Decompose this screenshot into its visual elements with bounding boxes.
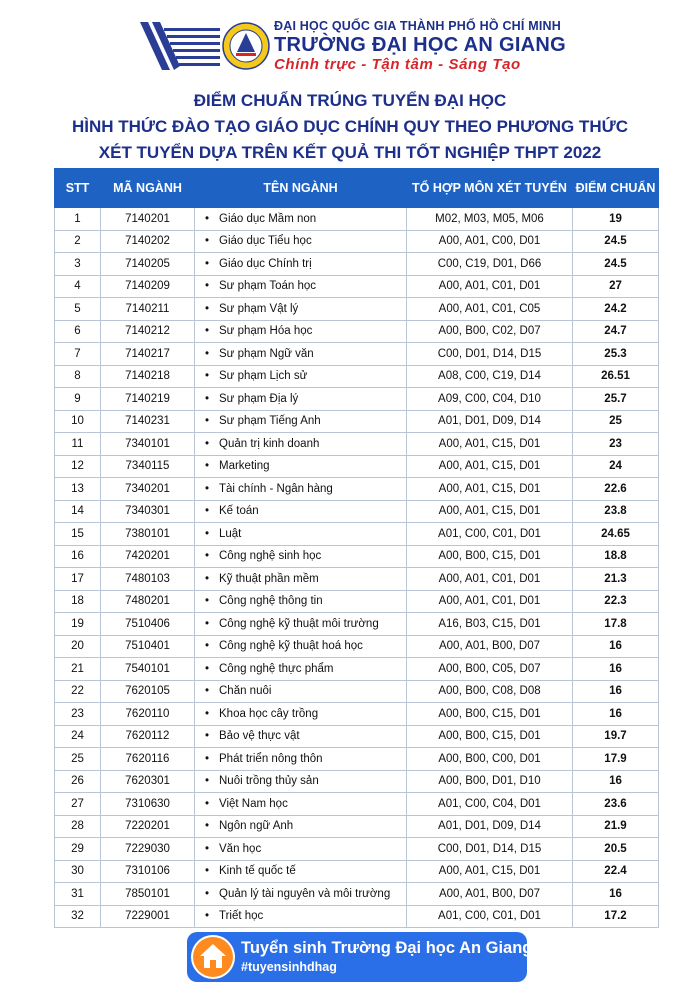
cell-name xyxy=(195,658,407,681)
bullet: • xyxy=(205,572,210,585)
cell-name xyxy=(195,815,407,838)
table-row xyxy=(55,793,659,816)
cell-name xyxy=(195,523,407,546)
bullet: • xyxy=(205,865,210,878)
cell-combo: A00, B00, D01, D10 xyxy=(407,770,573,793)
major-name: Giáo dục Mầm non xyxy=(219,212,317,225)
cell-combo: A00, A01, C15, D01 xyxy=(407,433,573,456)
cell-code: 7140218 xyxy=(101,365,195,388)
cell-name xyxy=(195,343,407,366)
cell-score: 21.9 xyxy=(573,815,659,838)
bullet: • xyxy=(205,302,210,315)
cell-code: 7340115 xyxy=(101,455,195,478)
cell-name xyxy=(195,275,407,298)
bullet: • xyxy=(205,437,210,450)
cell-stt: 14 xyxy=(55,500,101,523)
cell-name xyxy=(195,770,407,793)
bullet: • xyxy=(205,235,210,248)
page-header xyxy=(0,0,700,80)
banner-title: Tuyển sinh Trường Đại học An Giang xyxy=(241,939,533,957)
major-name: Công nghệ kỹ thuật hoá học xyxy=(219,640,363,653)
table-row xyxy=(55,253,659,276)
major-name: Công nghệ sinh học xyxy=(219,550,322,563)
cell-score: 23.6 xyxy=(573,793,659,816)
cell-score: 21.3 xyxy=(573,568,659,591)
major-name: Khoa học cây trồng xyxy=(219,707,319,720)
cell-score: 16 xyxy=(573,703,659,726)
cell-score: 16 xyxy=(573,883,659,906)
table-row xyxy=(55,815,659,838)
major-name: Công nghệ kỹ thuật môi trường xyxy=(219,617,379,630)
table-row xyxy=(55,860,659,883)
cell-stt: 1 xyxy=(55,208,101,231)
cell-name xyxy=(195,725,407,748)
cell-name xyxy=(195,298,407,321)
cell-score: 16 xyxy=(573,770,659,793)
major-name: Công nghệ thực phẩm xyxy=(219,662,334,675)
major-name: Giáo dục Chính trị xyxy=(219,257,312,270)
cell-name xyxy=(195,455,407,478)
cell-stt: 7 xyxy=(55,343,101,366)
table-row xyxy=(55,658,659,681)
cell-score: 24.5 xyxy=(573,230,659,253)
cell-combo: A00, A01, C01, D01 xyxy=(407,275,573,298)
cell-stt: 15 xyxy=(55,523,101,546)
cell-code: 7420201 xyxy=(101,545,195,568)
bullet: • xyxy=(205,707,210,720)
table-row xyxy=(55,590,659,613)
bullet: • xyxy=(205,347,210,360)
cell-combo: A00, B00, C08, D08 xyxy=(407,680,573,703)
bullet: • xyxy=(205,775,210,788)
cell-combo: A00, B00, C15, D01 xyxy=(407,703,573,726)
cell-code: 7140219 xyxy=(101,388,195,411)
cell-combo: A01, D01, D09, D14 xyxy=(407,410,573,433)
bullet: • xyxy=(205,910,210,923)
cell-code: 7380101 xyxy=(101,523,195,546)
major-name: Ngôn ngữ Anh xyxy=(219,820,294,833)
banner-hashtag: #tuyensinhdhag xyxy=(241,960,337,974)
cell-score: 19 xyxy=(573,208,659,231)
cell-stt: 19 xyxy=(55,613,101,636)
cell-score: 20.5 xyxy=(573,838,659,861)
cell-stt: 18 xyxy=(55,590,101,613)
bullet: • xyxy=(205,887,210,900)
table-row xyxy=(55,703,659,726)
header-stt: STT xyxy=(55,169,101,208)
cell-score: 24 xyxy=(573,455,659,478)
cell-code: 7140202 xyxy=(101,230,195,253)
cell-stt: 30 xyxy=(55,860,101,883)
cell-stt: 4 xyxy=(55,275,101,298)
major-name: Marketing xyxy=(219,460,270,473)
major-name: Quản trị kinh doanh xyxy=(219,437,320,450)
cell-score: 27 xyxy=(573,275,659,298)
table-row xyxy=(55,838,659,861)
cell-stt: 2 xyxy=(55,230,101,253)
bullet: • xyxy=(205,212,210,225)
cell-name xyxy=(195,410,407,433)
university-motto: Chính trực - Tận tâm - Sáng Tạo xyxy=(274,56,521,73)
cell-score: 22.3 xyxy=(573,590,659,613)
bullet: • xyxy=(205,617,210,630)
cell-name xyxy=(195,320,407,343)
table-row xyxy=(55,230,659,253)
cell-code: 7340201 xyxy=(101,478,195,501)
cell-name xyxy=(195,680,407,703)
cell-score: 17.2 xyxy=(573,905,659,928)
cell-combo: A16, B03, C15, D01 xyxy=(407,613,573,636)
table-row xyxy=(55,905,659,928)
cell-stt: 5 xyxy=(55,298,101,321)
cell-combo: M02, M03, M05, M06 xyxy=(407,208,573,231)
cell-stt: 31 xyxy=(55,883,101,906)
cell-code: 7140201 xyxy=(101,208,195,231)
header-code: MÃ NGÀNH xyxy=(101,169,195,208)
bullet: • xyxy=(205,730,210,743)
cell-stt: 24 xyxy=(55,725,101,748)
cell-score: 24.5 xyxy=(573,253,659,276)
university-seal-icon xyxy=(222,22,270,70)
cell-stt: 32 xyxy=(55,905,101,928)
title-line-2: HÌNH THỨC ĐÀO TẠO GIÁO DỤC CHÍNH QUY THEO PHƯƠNG THỨC xyxy=(71,117,629,136)
cell-code: 7229001 xyxy=(101,905,195,928)
cell-code: 7510406 xyxy=(101,613,195,636)
score-table xyxy=(54,168,659,928)
cell-score: 24.7 xyxy=(573,320,659,343)
cell-code: 7220201 xyxy=(101,815,195,838)
table-row xyxy=(55,500,659,523)
table-row xyxy=(55,275,659,298)
cell-name xyxy=(195,613,407,636)
bullet: • xyxy=(205,685,210,698)
cell-combo: A00, B00, C02, D07 xyxy=(407,320,573,343)
major-name: Quản lý tài nguyên và môi trường xyxy=(219,887,391,900)
cell-combo: A00, B00, C15, D01 xyxy=(407,545,573,568)
bullet: • xyxy=(205,280,210,293)
cell-score: 18.8 xyxy=(573,545,659,568)
cell-name xyxy=(195,568,407,591)
table-row xyxy=(55,410,659,433)
bullet: • xyxy=(205,527,210,540)
cell-score: 25 xyxy=(573,410,659,433)
major-name: Triết học xyxy=(219,910,264,923)
cell-score: 16 xyxy=(573,658,659,681)
header-combo: TỔ HỢP MÔN XÉT TUYỂN xyxy=(407,169,573,208)
cell-combo: A00, B00, C00, D01 xyxy=(407,748,573,771)
major-name: Phát triển nông thôn xyxy=(219,752,323,765)
cell-score: 16 xyxy=(573,635,659,658)
cell-combo: A01, C00, C01, D01 xyxy=(407,523,573,546)
cell-code: 7850101 xyxy=(101,883,195,906)
major-name: Sư phạm Vật lý xyxy=(219,302,299,315)
major-name: Kinh tế quốc tế xyxy=(219,865,296,878)
cell-name xyxy=(195,838,407,861)
cell-stt: 28 xyxy=(55,815,101,838)
home-icon xyxy=(191,935,235,979)
cell-score: 17.9 xyxy=(573,748,659,771)
table-body xyxy=(55,208,659,928)
cell-name xyxy=(195,905,407,928)
table-row xyxy=(55,388,659,411)
cell-combo: A00, A01, C15, D01 xyxy=(407,478,573,501)
table-row xyxy=(55,433,659,456)
cell-combo: A00, A01, C01, C05 xyxy=(407,298,573,321)
cell-code: 7310630 xyxy=(101,793,195,816)
table-row xyxy=(55,208,659,231)
cell-combo: C00, D01, D14, D15 xyxy=(407,343,573,366)
cell-name xyxy=(195,230,407,253)
cell-name xyxy=(195,388,407,411)
cell-name xyxy=(195,478,407,501)
cell-code: 7340101 xyxy=(101,433,195,456)
bullet: • xyxy=(205,595,210,608)
table-row xyxy=(55,680,659,703)
major-name: Nuôi trồng thủy sản xyxy=(219,775,319,788)
university-system: ĐẠI HỌC QUỐC GIA THÀNH PHỐ HỒ CHÍ MINH xyxy=(274,19,561,33)
table-row xyxy=(55,343,659,366)
major-name: Sư phạm Lịch sử xyxy=(219,370,308,383)
table-row xyxy=(55,523,659,546)
cell-stt: 3 xyxy=(55,253,101,276)
cell-score: 25.7 xyxy=(573,388,659,411)
cell-name xyxy=(195,208,407,231)
cell-name xyxy=(195,590,407,613)
cell-score: 23 xyxy=(573,433,659,456)
cell-combo: A00, A01, C15, D01 xyxy=(407,860,573,883)
bullet: • xyxy=(205,392,210,405)
cell-combo: A08, C00, C19, D14 xyxy=(407,365,573,388)
cell-score: 17.8 xyxy=(573,613,659,636)
cell-stt: 21 xyxy=(55,658,101,681)
cell-combo: A00, B00, C05, D07 xyxy=(407,658,573,681)
cell-score: 26.51 xyxy=(573,365,659,388)
cell-code: 7140205 xyxy=(101,253,195,276)
cell-score: 24.2 xyxy=(573,298,659,321)
cell-stt: 25 xyxy=(55,748,101,771)
table-row xyxy=(55,455,659,478)
cell-stt: 8 xyxy=(55,365,101,388)
major-name: Chăn nuôi xyxy=(219,685,272,698)
cell-code: 7620105 xyxy=(101,680,195,703)
cell-code: 7140212 xyxy=(101,320,195,343)
university-logo-icon xyxy=(140,22,222,70)
cell-score: 23.8 xyxy=(573,500,659,523)
cell-code: 7510401 xyxy=(101,635,195,658)
cell-combo: A00, A01, C01, D01 xyxy=(407,568,573,591)
bullet: • xyxy=(205,325,210,338)
table-row xyxy=(55,613,659,636)
bullet: • xyxy=(205,752,210,765)
cell-score: 22.4 xyxy=(573,860,659,883)
cell-combo: C00, D01, D14, D15 xyxy=(407,838,573,861)
bullet: • xyxy=(205,415,210,428)
major-name: Sư phạm Ngữ văn xyxy=(219,347,314,360)
cell-combo: A00, A01, C15, D01 xyxy=(407,455,573,478)
bullet: • xyxy=(205,662,210,675)
cell-name xyxy=(195,433,407,456)
major-name: Giáo dục Tiểu học xyxy=(219,235,312,248)
major-name: Tài chính - Ngân hàng xyxy=(219,482,333,495)
table-row xyxy=(55,725,659,748)
cell-combo: A00, A01, C00, D01 xyxy=(407,230,573,253)
cell-combo: C00, C19, D01, D66 xyxy=(407,253,573,276)
table-row xyxy=(55,545,659,568)
cell-combo: A01, D01, D09, D14 xyxy=(407,815,573,838)
cell-combo: A00, A01, C15, D01 xyxy=(407,500,573,523)
table-row xyxy=(55,635,659,658)
cell-stt: 29 xyxy=(55,838,101,861)
major-name: Kỹ thuật phần mềm xyxy=(219,572,319,585)
cell-stt: 10 xyxy=(55,410,101,433)
header-name: TÊN NGÀNH xyxy=(195,169,407,208)
cell-name xyxy=(195,703,407,726)
cell-combo: A00, B00, C15, D01 xyxy=(407,725,573,748)
cell-score: 22.6 xyxy=(573,478,659,501)
cell-name xyxy=(195,793,407,816)
table-row xyxy=(55,568,659,591)
cell-code: 7620116 xyxy=(101,748,195,771)
cell-code: 7480201 xyxy=(101,590,195,613)
document-title xyxy=(0,88,700,166)
cell-score: 16 xyxy=(573,680,659,703)
cell-combo: A00, A01, B00, D07 xyxy=(407,883,573,906)
cell-name xyxy=(195,545,407,568)
cell-stt: 11 xyxy=(55,433,101,456)
cell-stt: 22 xyxy=(55,680,101,703)
major-name: Việt Nam học xyxy=(219,797,288,810)
cell-name xyxy=(195,635,407,658)
major-name: Công nghệ thông tin xyxy=(219,595,323,608)
table-row xyxy=(55,365,659,388)
cell-stt: 27 xyxy=(55,793,101,816)
cell-code: 7540101 xyxy=(101,658,195,681)
cell-code: 7620112 xyxy=(101,725,195,748)
cell-combo: A00, A01, C01, D01 xyxy=(407,590,573,613)
table-row xyxy=(55,770,659,793)
cell-stt: 6 xyxy=(55,320,101,343)
cell-code: 7140217 xyxy=(101,343,195,366)
title-line-3: XÉT TUYỂN DỰA TRÊN KẾT QUẢ THI TỐT NGHIỆP THPT 2022 xyxy=(98,143,602,162)
major-name: Bảo vệ thực vật xyxy=(219,730,300,743)
cell-name xyxy=(195,253,407,276)
bullet: • xyxy=(205,842,210,855)
major-name: Sư phạm Hóa học xyxy=(219,325,313,338)
cell-code: 7620110 xyxy=(101,703,195,726)
bullet: • xyxy=(205,460,210,473)
cell-combo: A01, C00, C04, D01 xyxy=(407,793,573,816)
cell-code: 7140231 xyxy=(101,410,195,433)
major-name: Sư phạm Địa lý xyxy=(219,392,299,405)
cell-name xyxy=(195,883,407,906)
cell-combo: A01, C00, C01, D01 xyxy=(407,905,573,928)
major-name: Sư phạm Tiếng Anh xyxy=(219,415,321,428)
cell-code: 7480103 xyxy=(101,568,195,591)
table-row xyxy=(55,478,659,501)
cell-name xyxy=(195,500,407,523)
major-name: Luật xyxy=(219,527,242,540)
cell-name xyxy=(195,365,407,388)
cell-name xyxy=(195,860,407,883)
bullet: • xyxy=(205,482,210,495)
major-name: Kế toán xyxy=(219,505,259,518)
major-name: Sư phạm Toán học xyxy=(219,280,316,293)
cell-stt: 16 xyxy=(55,545,101,568)
cell-name xyxy=(195,748,407,771)
bullet: • xyxy=(205,550,210,563)
cell-stt: 20 xyxy=(55,635,101,658)
cell-stt: 9 xyxy=(55,388,101,411)
table-row xyxy=(55,298,659,321)
cell-code: 7340301 xyxy=(101,500,195,523)
bullet: • xyxy=(205,257,210,270)
cell-stt: 17 xyxy=(55,568,101,591)
cell-code: 7229030 xyxy=(101,838,195,861)
cell-code: 7310106 xyxy=(101,860,195,883)
table-row xyxy=(55,883,659,906)
cell-score: 25.3 xyxy=(573,343,659,366)
bullet: • xyxy=(205,797,210,810)
table-row xyxy=(55,748,659,771)
cell-code: 7140211 xyxy=(101,298,195,321)
bullet: • xyxy=(205,370,210,383)
cell-code: 7620301 xyxy=(101,770,195,793)
bullet: • xyxy=(205,640,210,653)
cell-combo: A00, A01, B00, D07 xyxy=(407,635,573,658)
cell-score: 24.65 xyxy=(573,523,659,546)
cell-stt: 13 xyxy=(55,478,101,501)
cell-score: 19.7 xyxy=(573,725,659,748)
cell-stt: 23 xyxy=(55,703,101,726)
bullet: • xyxy=(205,505,210,518)
bullet: • xyxy=(205,820,210,833)
table-row xyxy=(55,320,659,343)
cell-code: 7140209 xyxy=(101,275,195,298)
cell-combo: A09, C00, C04, D10 xyxy=(407,388,573,411)
admissions-banner[interactable] xyxy=(187,932,533,982)
table-header-row xyxy=(55,169,659,208)
cell-stt: 26 xyxy=(55,770,101,793)
university-name: TRƯỜNG ĐẠI HỌC AN GIANG xyxy=(274,34,567,56)
major-name: Văn học xyxy=(219,842,262,855)
title-line-1: ĐIỂM CHUẨN TRÚNG TUYỂN ĐẠI HỌC xyxy=(193,91,507,110)
header-score: ĐIỂM CHUẨN xyxy=(573,169,659,208)
cell-stt: 12 xyxy=(55,455,101,478)
